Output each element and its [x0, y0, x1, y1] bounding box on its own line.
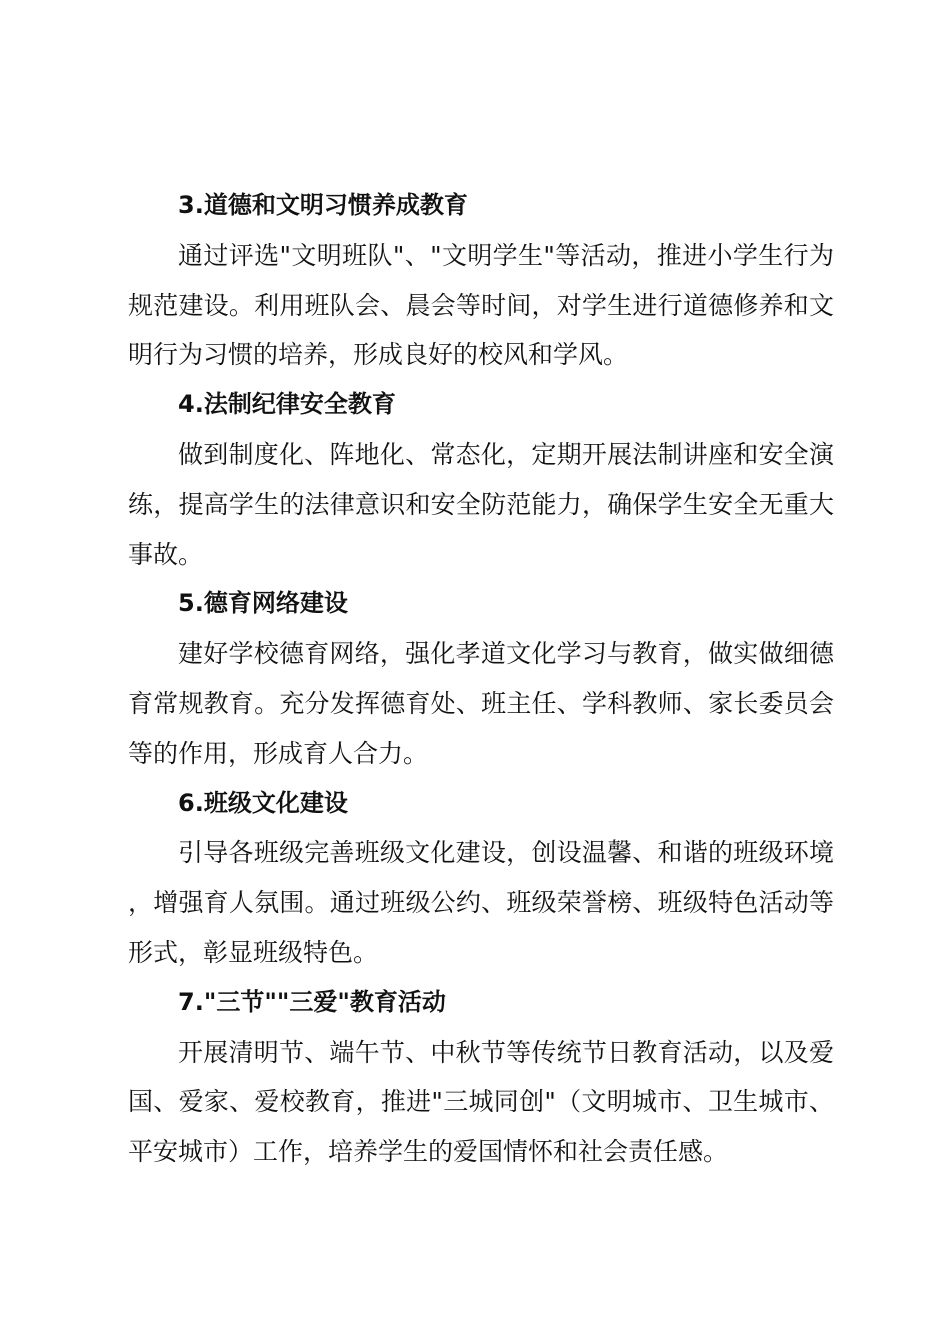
- section-heading: 5.德育网络建设: [178, 589, 348, 618]
- section-heading: 4.法制纪律安全教育: [178, 390, 396, 419]
- section-moral-network: [128, 579, 834, 778]
- section-paragraph: 建好学校德育网络，强化孝道文化学习与教育，做实做细德育常规教育。充分发挥德育处、班主任、学科教师、家长委员会等的作用，形成育人合力。: [128, 639, 834, 768]
- section-paragraph: 开展清明节、端午节、中秋节等传统节日教育活动，以及爱国、爱家、爱校教育，推进"三城同创"（文明城市、卫生城市、平安城市）工作，培养学生的爱国情怀和社会责任感。: [128, 1037, 834, 1167]
- section-heading: 3.道德和文明习惯养成教育: [178, 191, 468, 219]
- section-festivals-love-education: [128, 978, 834, 1177]
- section-heading: 7."三节""三爱"教育活动: [178, 987, 446, 1016]
- document-body: [128, 181, 834, 1177]
- section-heading: 6.班级文化建设: [178, 788, 348, 817]
- section-law-discipline-safety: [128, 380, 834, 579]
- section-moral-civility: [128, 181, 834, 380]
- section-paragraph: 通过评选"文明班队"、"文明学生"等活动，推进小学生行为规范建设。利用班队会、晨会等时间，对学生进行道德修养和文明行为习惯的培养，形成良好的校风和学风。: [128, 240, 834, 370]
- section-paragraph: 引导各班级完善班级文化建设，创设温馨、和谐的班级环境，增强育人氛围。通过班级公约、班级荣誉榜、班级特色活动等形式，彰显班级特色。: [128, 838, 834, 967]
- section-class-culture: [128, 779, 834, 978]
- section-paragraph: 做到制度化、阵地化、常态化，定期开展法制讲座和安全演练，提高学生的法律意识和安全防范能力，确保学生安全无重大事故。: [128, 439, 834, 569]
